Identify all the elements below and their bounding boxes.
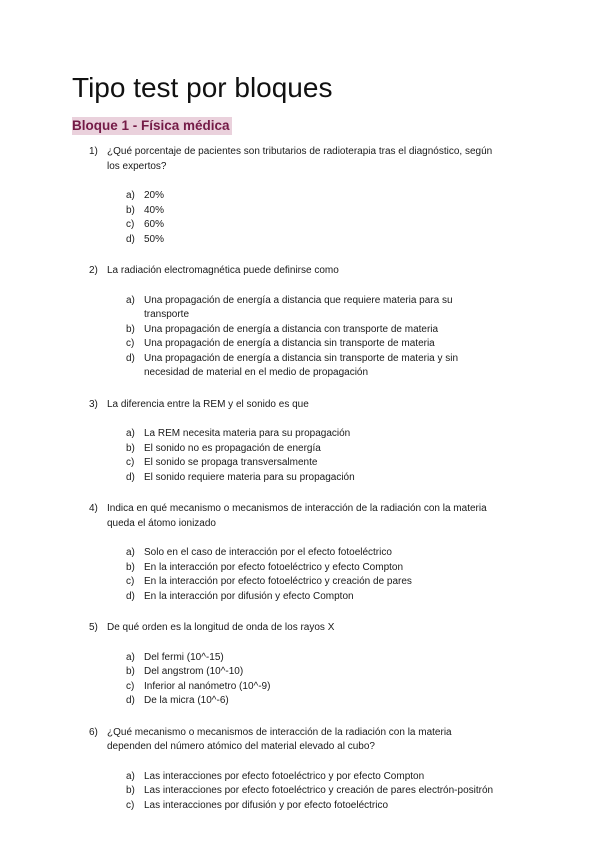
option-letter: c) [126, 799, 135, 811]
option-list [0, 546, 600, 604]
option-letter: a) [126, 190, 135, 201]
question-item [0, 264, 600, 381]
option-letter: a) [126, 294, 135, 306]
option-letter: d) [126, 471, 135, 483]
answer-option [126, 546, 500, 561]
option-text: En la interacción por efecto fotoeléctrico y efecto Compton [144, 561, 404, 573]
question-text-block [89, 726, 497, 755]
answer-option [126, 590, 500, 605]
question-text-block [89, 145, 497, 174]
option-text: Una propagación de energía a distancia sin transporte de materia y sin necesidad de material en el medio de propagación [144, 352, 459, 378]
answer-option [126, 189, 500, 204]
option-letter: b) [126, 561, 135, 573]
question-item [0, 621, 600, 709]
question-number: 6) [89, 726, 98, 738]
answer-option [126, 337, 500, 352]
question-text-block [89, 398, 497, 413]
option-text: Solo en el caso de interacción por el efecto fotoeléctrico [144, 547, 392, 558]
page-title: Tipo test por bloques [72, 72, 333, 103]
option-letter: d) [126, 590, 135, 602]
answer-option [126, 204, 500, 219]
answer-option [126, 665, 500, 680]
option-list [0, 427, 600, 485]
option-letter: b) [126, 785, 135, 796]
option-letter: c) [126, 680, 135, 692]
option-text: Del fermi (10^-15) [144, 651, 224, 663]
question-item [0, 502, 600, 604]
option-list [0, 651, 600, 709]
option-text: Una propagación de energía a distancia con transporte de materia [144, 323, 439, 335]
option-text: El sonido se propaga transversalmente [144, 457, 318, 468]
question-item [0, 726, 600, 814]
option-letter: d) [126, 233, 135, 245]
option-text: En la interacción por efecto fotoeléctrico y creación de pares [144, 576, 412, 587]
option-text: Inferior al nanómetro (10^-9) [144, 680, 271, 692]
question-text: ¿Qué porcentaje de pacientes son tributarios de radioterapia tras el diagnóstico, según los expertos? [107, 146, 493, 172]
option-text: El sonido no es propagación de energía [144, 442, 321, 454]
option-text: Las interacciones por difusión y por efecto fotoeléctrico [144, 799, 389, 811]
option-list [0, 189, 600, 247]
option-text: Las interacciones por efecto fotoeléctrico y por efecto Compton [144, 770, 425, 782]
option-text: El sonido requiere materia para su propagación [144, 471, 355, 483]
answer-option [126, 456, 500, 471]
option-text: La REM necesita materia para su propagación [144, 428, 351, 439]
question-number: 1) [89, 146, 98, 157]
answer-option [126, 218, 500, 233]
question-list [0, 145, 600, 830]
option-letter: b) [126, 666, 135, 677]
option-list [0, 770, 600, 814]
answer-option [126, 784, 500, 799]
option-letter: c) [126, 219, 135, 230]
answer-option [126, 471, 500, 486]
question-number: 3) [89, 398, 98, 410]
question-text: De qué orden es la longitud de onda de los rayos X [107, 622, 335, 633]
option-letter: d) [126, 695, 135, 706]
question-text: La radiación electromagnética puede definirse como [107, 265, 339, 276]
answer-option [126, 770, 500, 785]
question-item [0, 145, 600, 247]
option-list [0, 294, 600, 381]
answer-option [126, 233, 500, 248]
option-text: Las interacciones por efecto fotoeléctrico y creación de pares electrón-positrón [144, 785, 494, 796]
option-letter: b) [126, 442, 135, 454]
question-text-block [89, 264, 497, 279]
option-text: 60% [144, 219, 165, 230]
question-text: La diferencia entre la REM y el sonido es que [107, 398, 309, 410]
question-number: 5) [89, 622, 98, 633]
question-text: ¿Qué mecanismo o mecanismos de interacción de la radiación con la materia dependen del número atómico del material elevado al cubo? [107, 726, 452, 752]
option-letter: a) [126, 770, 135, 782]
question-item [0, 398, 600, 486]
answer-option [126, 799, 500, 814]
option-text: 50% [144, 233, 165, 245]
answer-option [126, 352, 500, 381]
question-number: 2) [89, 265, 98, 276]
answer-option [126, 575, 500, 590]
option-letter: c) [126, 338, 135, 349]
option-text: Del angstrom (10^-10) [144, 666, 244, 677]
answer-option [126, 651, 500, 666]
question-text-block [89, 502, 497, 531]
answer-option [126, 427, 500, 442]
question-text-block [89, 621, 497, 636]
option-text: Una propagación de energía a distancia sin transporte de materia [144, 338, 435, 349]
option-text: 40% [144, 204, 165, 216]
option-letter: d) [126, 352, 135, 364]
option-letter: a) [126, 651, 135, 663]
section-heading: Bloque 1 - Física médica [72, 118, 230, 133]
answer-option [126, 561, 500, 576]
option-letter: b) [126, 204, 135, 216]
answer-option [126, 442, 500, 457]
option-text: Una propagación de energía a distancia que requiere materia para su transporte [144, 294, 453, 320]
question-number: 4) [89, 503, 98, 514]
answer-option [126, 323, 500, 338]
answer-option [126, 680, 500, 695]
option-letter: c) [126, 457, 135, 468]
option-letter: b) [126, 323, 135, 335]
option-letter: a) [126, 547, 135, 558]
option-text: En la interacción por difusión y efecto Compton [144, 590, 354, 602]
answer-option [126, 694, 500, 709]
answer-option [126, 294, 500, 323]
option-text: De la micra (10^-6) [144, 695, 229, 706]
option-letter: c) [126, 576, 135, 587]
question-text: Indica en qué mecanismo o mecanismos de interacción de la radiación con la materia queda el átomo ionizado [107, 503, 487, 529]
option-letter: a) [126, 428, 135, 439]
option-text: 20% [144, 190, 165, 201]
